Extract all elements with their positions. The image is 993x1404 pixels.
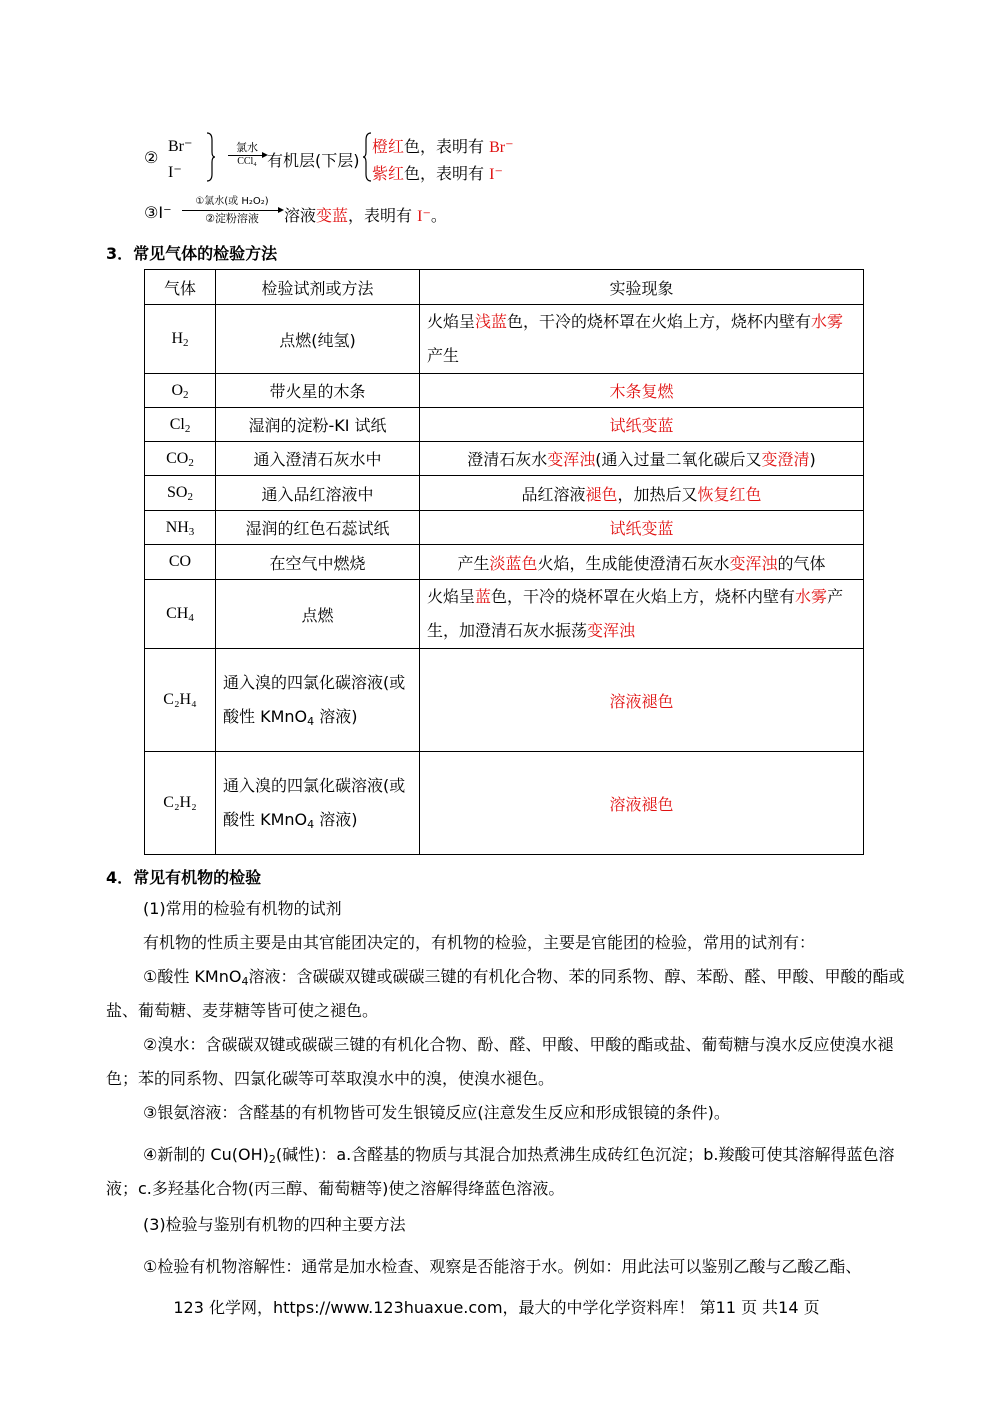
- paragraph-cuoh2: ④新制的 $Cu(OH)_2$(碱性)：a.含醛基的物质与其混合加热煮沸生成砖红色沉淀；b.羧酸可使其溶解得蓝色溶液；c.多羟基化合物(丙三醇、葡萄糖等)使之溶解得绛蓝色溶液。: [106, 1145, 895, 1198]
- result-segment: 水雾: [795, 587, 828, 606]
- result-segment: 产生: [427, 346, 460, 365]
- method-cell: 带火星的木条: [216, 374, 420, 408]
- table-row: [145, 580, 864, 649]
- paragraph-silver-ammonia: ③银氨溶液：含醛基的有机物皆可发生银镜反应(注意发生反应和形成银镜的条件)。: [143, 1103, 730, 1122]
- table-row: [145, 408, 864, 442]
- method-cell: 通入溴的四氯化碳溶液(或酸性 KMnO$_4$ 溶液): [216, 752, 420, 855]
- result-segment: 产生，加澄清石灰水振荡: [427, 587, 844, 640]
- result-segment: 蓝: [475, 587, 492, 606]
- gas-cell: $O_2$: [145, 374, 216, 408]
- result-segment: 的气体: [777, 553, 826, 573]
- paragraph-kmno4: ①酸性 KMnO$_4$溶液：含碳碳双键或碳碳三键的有机化合物、苯的同系物、醇、苯酚、醛、甲酸、甲酸的酯或盐、葡萄糖、麦芽糖等皆可使之褪色。: [106, 967, 905, 1020]
- arrow-top-reagent: 氯水: [236, 141, 258, 154]
- table-row: [145, 545, 864, 580]
- result-cell: [420, 511, 864, 545]
- section-3-heading: 3．常见气体的检验方法: [106, 244, 278, 263]
- reaction-3: [140, 194, 560, 234]
- result-segment: 变浑浊: [587, 621, 636, 640]
- result-segment: 火焰呈: [427, 587, 476, 606]
- reaction-2: [140, 130, 560, 190]
- gas-cell: $Cl_2$: [145, 408, 216, 442]
- paragraph-solubility: ①检验有机物溶解性：通常是加水检查、观察是否能溶于水。例如：用此法可以鉴别乙酸与乙酸乙酯、: [143, 1257, 862, 1276]
- right-brace-icon: [206, 132, 216, 182]
- table-header-row: [145, 270, 864, 305]
- arrow-top-reagent: ①氯水(或 H₂O₂): [195, 196, 269, 207]
- result-cell: [420, 649, 864, 752]
- result-cell: [420, 476, 864, 511]
- reaction-3-result: 溶液变蓝，表明有 I⁻。: [284, 206, 447, 225]
- method-cell: 通入品红溶液中: [216, 476, 420, 511]
- result-cell: [420, 580, 864, 649]
- method-cell: 湿润的红色石蕊试纸: [216, 511, 420, 545]
- gas-cell: $NH_3$: [145, 511, 216, 545]
- table-row: [145, 752, 864, 855]
- result-segment: ): [809, 450, 816, 469]
- header-method: 检验试剂或方法: [216, 270, 420, 305]
- result-segment: 变澄清: [761, 450, 810, 469]
- result-segment: 变浑浊: [547, 450, 596, 469]
- gas-cell: CO: [145, 545, 216, 580]
- table-row: [145, 442, 864, 476]
- result-segment: 色，干冷的烧杯罩在火焰上方，烧杯内壁有: [491, 587, 796, 606]
- reaction-arrow: [182, 196, 282, 226]
- paragraph-bromine-water: ②溴水：含碳碳双键或碳碳三键的有机化合物、酚、醛、甲酸、甲酸的酯或盐、葡萄糖与溴水反应使溴水褪色；苯的同系物、四氯化碳等可萃取溴水中的溴，使溴水褪色。: [106, 1035, 894, 1088]
- page-footer: 123 化学网，https://www.123huaxue.com，最大的中学化学资料库！ 第11 页 共14 页: [173, 1298, 820, 1317]
- arrow-bottom-reagent: ②淀粉溶液: [205, 212, 259, 225]
- gas-cell: C₂H₂: [145, 752, 216, 855]
- result-bromide: 橙红色，表明有 Br⁻: [372, 137, 514, 156]
- reaction-3-reactant: ③I⁻: [144, 203, 172, 222]
- result-segment: 变浑浊: [729, 553, 778, 573]
- reaction-product: 有机层(下层): [267, 151, 360, 170]
- method-cell: 点燃(纯氢): [216, 305, 420, 374]
- result-segment: 色，干冷的烧杯罩在火焰上方，烧杯内壁有: [507, 312, 812, 331]
- result-segment: 火焰，生成能使澄清石灰水: [537, 553, 730, 573]
- result-segment: 木条复燃: [609, 382, 674, 401]
- result-segment: (通入过量二氧化碳后又: [595, 450, 762, 469]
- table-row: [145, 305, 864, 374]
- gas-detection-table: [144, 269, 864, 855]
- header-result: 实验现象: [420, 270, 864, 305]
- result-cell: [420, 374, 864, 408]
- result-iodide: 紫红色，表明有 I⁻: [372, 164, 503, 183]
- result-segment: 褪色: [585, 484, 618, 504]
- gas-cell: $CH_4$: [145, 580, 216, 649]
- result-segment: 产生: [457, 553, 490, 573]
- ion-bromide: Br⁻: [168, 138, 193, 155]
- result-segment: 溶液褪色: [609, 691, 674, 711]
- result-cell: [420, 442, 864, 476]
- arrow-line: [182, 210, 282, 211]
- result-segment: 淡蓝色: [489, 553, 538, 573]
- arrow-line: [228, 155, 266, 156]
- reaction-arrow: [228, 142, 266, 168]
- result-segment: 浅蓝: [475, 312, 508, 331]
- method-cell: 湿润的淀粉-KI 试纸: [216, 408, 420, 442]
- result-segment: 试纸变蓝: [609, 416, 674, 435]
- section-4-heading: 4．常见有机物的检验: [106, 868, 262, 887]
- paragraph-methods-title: (3)检验与鉴别有机物的四种主要方法: [143, 1215, 406, 1234]
- result-segment: 试纸变蓝: [609, 519, 674, 538]
- result-segment: 澄清石灰水: [467, 450, 548, 469]
- gas-cell: $CO_2$: [145, 442, 216, 476]
- result-segment: 恢复红色: [697, 484, 762, 504]
- result-cell: [420, 752, 864, 855]
- gas-cell: $H_2$: [145, 305, 216, 374]
- result-segment: ，加热后又: [617, 484, 698, 504]
- left-brace-icon: [362, 132, 372, 182]
- gas-cell: $SO_2$: [145, 476, 216, 511]
- paragraph-intro: 有机物的性质主要是由其官能团决定的，有机物的检验，主要是官能团的检验，常用的试剂有：: [143, 933, 816, 952]
- result-segment: 溶液褪色: [609, 794, 674, 814]
- table-row: [145, 374, 864, 408]
- result-cell: [420, 408, 864, 442]
- table-row: [145, 511, 864, 545]
- table-row: [145, 476, 864, 511]
- header-gas: 气体: [145, 270, 216, 305]
- ion-iodide: I⁻: [168, 164, 182, 181]
- method-cell: 通入溴的四氯化碳溶液(或酸性 KMnO$_4$ 溶液): [216, 649, 420, 752]
- method-cell: 在空气中燃烧: [216, 545, 420, 580]
- result-cell: [420, 305, 864, 374]
- method-cell: 通入澄清石灰水中: [216, 442, 420, 476]
- result-cell: [420, 545, 864, 580]
- reaction-number: ②: [144, 148, 159, 167]
- gas-cell: C₂H₄: [145, 649, 216, 752]
- result-segment: 品红溶液: [521, 484, 586, 504]
- result-segment: 水雾: [811, 312, 844, 331]
- method-cell: 点燃: [216, 580, 420, 649]
- result-segment: 火焰呈: [427, 312, 476, 331]
- paragraph-reagents-title: (1)常用的检验有机物的试剂: [143, 899, 342, 918]
- table-row: [145, 649, 864, 752]
- arrow-bottom-reagent: CCl₄: [237, 156, 257, 167]
